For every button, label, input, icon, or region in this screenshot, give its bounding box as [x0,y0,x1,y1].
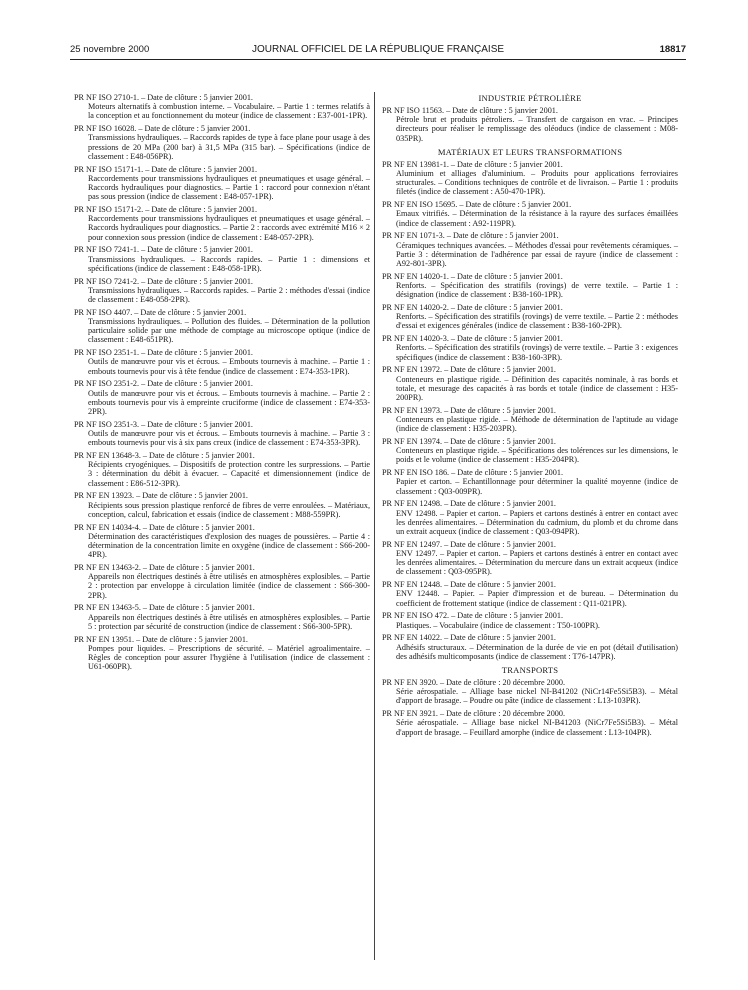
entry-description: Plastiques. – Vocabulaire (indice de classement : T50-100PR). [396,620,600,630]
entry-description: Outils de manœuvre pour vis et écrous. – Embouts tournevis à machine. – Partie 3 : embouts tournevis pour vis à six pans creux (indice de classement : E74-353-3PR). [88,429,370,448]
entry-description: Série aérospatiale. – Alliage base nickel NI-B41203 (NiCr7Fe5Si5B3). – Métal d'apport de brasage. – Feuillard amorphe (indice de classement : L13-104PR). [396,718,678,737]
standard-entry [382,580,678,608]
entry-description: Renforts. – Spécification des stratifils (rovings) de verre textile. – Partie 2 : méthodes d'essai et exigences générales (indice de classement : B38-160-2PR). [396,312,678,331]
entry-reference: PR NF ISO 15171-2. – Date de clôture : 5 janvier 2001. [74,205,258,215]
entry-description: Conteneurs en plastique rigide. – Méthode de détermination de l'aptitude au vidage (indice de classement : H35-203PR). [396,415,678,434]
standard-entry [74,635,370,672]
entry-description: ENV 12448. – Papier. – Papier d'impression et de bureau. – Détermination du coefficient de frottement statique (indice de classement : Q11-021PR). [396,589,678,608]
header-date: 25 novembre 2000 [70,44,150,55]
entry-description: Raccordements pour transmissions hydrauliques et pneumatiques et usage général. – Raccords hydrauliques pour diagnostics. – Partie 1 : raccord pour connexion n'étant pas sous pression (indice de classement : E48-057-1PR). [88,173,370,202]
entry-reference: PR NF EN 13463-2. – Date de clôture : 5 janvier 2001. [74,563,255,573]
standard-entry [382,160,678,197]
entry-reference: PR NF ISO 15171-1. – Date de clôture : 5 janvier 2001. [74,164,258,174]
right-column [382,93,678,740]
entry-reference: PR NF EN 13972. – Date de clôture : 5 janvier 2001. [382,365,556,375]
standard-entry [74,563,370,600]
entry-reference: PR NF ISO 7241-1. – Date de clôture : 5 janvier 2001. [74,245,253,255]
standard-entry [382,231,678,268]
entry-description: Outils de manœuvre pour vis et écrous. – Embouts tournevis à machine. – Partie 2 : embouts tournevis pour vis à empreinte cruciforme (indice de classement : E74-353-2PR). [88,388,370,417]
entry-description: Appareils non électriques destinés à être utilisés en atmosphères explosibles. – Partie 2 : protection par enveloppe à circulation limitée (indice de classement : S66-300-2PR). [88,572,370,600]
entry-description: Adhésifs structuraux. – Détermination de la durée de vie en pot (détail d'utilisation) des adhésifs multicomposants (indice de classement : T76-147PR). [396,642,678,661]
entry-reference: PR NF EN ISO 15695. – Date de clôture : 5 janvier 2001. [382,200,572,210]
entry-reference: PR NF EN 13648-3. – Date de clôture : 5 janvier 2001. [74,451,255,461]
entry-description: Céramiques techniques avancées. – Méthodes d'essai pour revêtements céramiques. – Partie 3 : détermination de l'adhérence par essai de rayure (indice de classement : A92-801-3PR). [396,240,678,269]
entry-reference: PR NF ISO 2351-3. – Date de clôture : 5 janvier 2001. [74,419,253,429]
standard-entry [74,379,370,416]
standard-entry [74,603,370,631]
standard-entry [382,468,678,496]
standard-entry [382,437,678,465]
standard-entry [74,277,370,305]
entry-description: Conteneurs en plastique rigide. – Spécifications des tolérences sur les dimensions, le poids et le volume (indice de classement : H35-204PR). [396,446,678,465]
entry-reference: PR NF EN 13974. – Date de clôture : 5 janvier 2001. [382,437,556,447]
page-header [70,44,686,60]
section-heading: TRANSPORTS [501,665,559,676]
entry-description: Appareils non électriques destinés à être utilisés en atmosphères explosibles. – Partie 5 : protection par sécurité de construction (indice de classement : S66-300-5PR). [88,612,370,631]
page-number: 18817 [659,44,686,55]
entry-reference: PR NF EN 13973. – Date de clôture : 5 janvier 2001. [382,405,556,415]
standard-entry [74,124,370,161]
entry-reference: PR NF ISO 2710-1. – Date de clôture : 5 janvier 2001. [74,93,253,102]
entry-description: Papier et carton. – Echantillonnage pour déterminer la qualité moyenne (indice de classement : Q03-009PR). [396,477,678,496]
standard-entry [382,678,678,706]
entry-reference: PR NF EN 3921. – Date de clôture : 20 décembre 2000. [382,709,566,719]
entry-description: Détermination des caractéristiques d'explosion des nuages de poussières. – Partie 4 : détermination de la concentration limite en oxygène (indice de classement : S66-200-4PR). [88,531,370,560]
entry-description: Raccordements pour transmissions hydrauliques et pneumatiques et usage général. – Raccords hydrauliques pour diagnostics. – Partie 2 : raccords avec extrémité M16 × 2 pour connexion sous pression (indice de classement : E48-057-2PR). [88,214,370,242]
entry-description: Pompes pour liquides. – Prescriptions de sécurité. – Matériel agroalimentaire. – Règles de conception pour assurer l'hygiène à l'utilisation (indice de classement : U61-060PR). [88,643,370,672]
entry-reference: PR NF EN ISO 186. – Date de clôture : 5 janvier 2001. [382,468,564,478]
entry-description: ENV 12498. – Papier et carton. – Papiers et cartons destinés à entrer en contact avec les denrées alimentaires. – Détermination du cadmium, du plomb et du chrome dans un extrait acqueux (indice de classement : Q03-094PR). [396,508,678,537]
entry-reference: PR NF EN 12497. – Date de clôture : 5 janvier 2001. [382,539,556,549]
standard-entry [74,245,370,273]
standard-entry [74,523,370,560]
entry-description: Transmissions hydrauliques. – Raccords rapides. – Partie 2 : méthodes d'essai (indice de classement : E48-058-2PR). [88,285,370,305]
standard-entry [74,491,370,519]
entry-description: Série aérospatiale. – Alliage base nickel NI-B41202 (NiCr14Fe5Si5B3). – Métal d'apport de brasage. – Poudre ou pâte (indice de classement : L13-103PR). [396,687,678,706]
section-heading: MATÉRIAUX ET LEURS TRANSFORMATIONS [437,146,623,157]
entry-reference: PR NF EN 14034-4. – Date de clôture : 5 janvier 2001. [74,522,255,532]
standard-entry [382,303,678,331]
column-divider [374,92,375,960]
journal-title: JOURNAL OFFICIEL DE LA RÉPUBLIQUE FRANÇAISE [251,44,505,55]
entry-reference: PR NF EN 1071-3. – Date de clôture : 5 janvier 2001. [382,231,559,241]
entry-reference: PR NF EN 14020-1. – Date de clôture : 5 janvier 2001. [382,271,563,281]
entry-reference: PR NF EN ISO 472. – Date de clôture : 5 janvier 2001. [382,611,564,621]
entry-description: Récipients cryogéniques. – Dispositifs de protection contre les surpressions. – Partie 3 : détermination du débit à évacuer. – Capacité et dimensionnement (indice de classement : E86-512-3PR). [88,460,370,488]
standard-entry [382,406,678,434]
standard-entry [74,348,370,376]
header-rule [70,59,686,60]
standard-entry [382,106,678,143]
standard-entry [382,272,678,300]
entry-description: Transmissions hydrauliques. – Raccords rapides. – Partie 1 : dimensions et spécifications (indice de classement : E48-058-1PR). [88,254,370,273]
standard-entry [382,499,678,536]
standard-entry [74,451,370,488]
standard-entry [74,205,370,242]
entry-reference: PR NF ISO 4407. – Date de clôture : 5 janvier 2001. [74,307,247,317]
standard-entry [74,165,370,202]
left-column [74,93,370,675]
standard-entry [382,633,678,661]
entry-reference: PR NF ISO 2351-1. – Date de clôture : 5 janvier 2001. [74,348,253,358]
entry-description: Pétrole brut et produits pétroliers. – Transfert de cargaison en vrac. – Principes directeurs pour réaliser le remplissage des oléoducs (indice de classement : M08-035PR). [396,115,678,143]
standard-entry [74,93,370,121]
standard-entry [382,334,678,362]
entry-reference: PR NF ISO 7241-2. – Date de clôture : 5 janvier 2001. [74,276,253,286]
entry-description: Transmissions hydrauliques. – Pollution des fluides. – Détermination de la pollution particulaire solide par une méthode de comptage au microscope optique (indice de classement : E48-651PR). [88,317,370,345]
entry-description: Aluminium et alliages d'aluminium. – Produits pour applications ferroviaires structurales. – Conditions techniques de contrôle et de livraison. – Partie 1 : produits filetés (indice de classement : A50-470-1PR). [396,169,678,197]
entry-reference: PR NF EN 13463-5. – Date de clôture : 5 janvier 2001. [74,603,255,613]
entry-reference: PR NF EN 14020-2. – Date de clôture : 5 janvier 2001. [382,303,563,313]
entry-reference: PR NF EN 13951. – Date de clôture : 5 janvier 2001. [74,634,248,644]
entry-description: ENV 12497. – Papier et carton. – Papiers et cartons destinés à entrer en contact avec les denrées alimentaires. – Détermination du mercure dans un extrait acqueux (indice de classement : Q03-095PR). [396,549,678,577]
standard-entry [74,308,370,345]
standard-entry [382,365,678,402]
entry-description: Moteurs alternatifs à combustion interne. – Vocabulaire. – Partie 1 : termes relatifs à la conception et au fonctionnement du moteur (indice de classement : E37-001-1PR). [88,102,370,121]
entry-description: Outils de manœuvre pour vis et écrous. – Embouts tournevis à machine. – Partie 1 : embouts tournevis pour vis à tête fendue (indice de classement : E74-353-1PR). [88,357,370,376]
entry-description: Récipients sous pression plastique renforcé de fibres de verre enroulées. – Matériaux, conception, calcul, fabrication et essais (indice de classement : M88-559PR). [88,500,370,519]
entry-description: Conteneurs en plastique rigide. – Définition des capacités nominale, à ras bords et totale, et mesurage des capacités à ras bords et totale (indice de classement : H35-200PR). [396,374,678,403]
entry-reference: PR NF EN 13981-1. – Date de clôture : 5 janvier 2001. [382,159,563,169]
entry-reference: PR NF ISO 16028. – Date de clôture : 5 janvier 2001. [74,124,251,134]
entry-reference: PR NF EN 12498. – Date de clôture : 5 janvier 2001. [382,499,556,509]
entry-description: Renforts. – Spécification des stratifils (rovings) de verre textile. – Partie 1 : désignation (indice de classement : B38-160-1PR). [396,281,678,300]
standard-entry [382,200,678,228]
entry-reference: PR NF EN 14022. – Date de clôture : 5 janvier 2001. [382,633,556,643]
entry-reference: PR NF EN 14020-3. – Date de clôture : 5 janvier 2001. [382,334,563,344]
entry-reference: PR NF ISO 2351-2. – Date de clôture : 5 janvier 2001. [74,379,253,389]
section-heading: INDUSTRIE PÉTROLIÈRE [478,93,582,103]
entry-description: Renforts. – Spécification des stratifils (rovings) de verre textile. – Partie 3 : exigences spécifiques (indice de classement : B38-160-3PR). [396,343,678,362]
entry-reference: PR NF ISO 11563. – Date de clôture : 5 janvier 2001. [382,106,558,115]
standard-entry [382,611,678,629]
entry-description: Emaux vitrifiés. – Détermination de la résistance à la rayure des surfaces émaillées (indice de classement : A92-119PR). [396,209,678,228]
standard-entry [382,709,678,737]
entry-description: Transmissions hydrauliques. – Raccords rapides de type à face plane pour usage à des pressions de 20 MPa (200 bar) à 31,5 MPa (315 bar). – Spécifications (indice de classement : E48-056PR). [88,133,370,161]
standard-entry [382,540,678,577]
entry-reference: PR NF EN 3920. – Date de clôture : 20 décembre 2000. [382,678,566,688]
entry-reference: PR NF EN 13923. – Date de clôture : 5 janvier 2001. [74,491,248,501]
standard-entry [74,420,370,448]
entry-reference: PR NF EN 12448. – Date de clôture : 5 janvier 2001. [382,580,556,590]
